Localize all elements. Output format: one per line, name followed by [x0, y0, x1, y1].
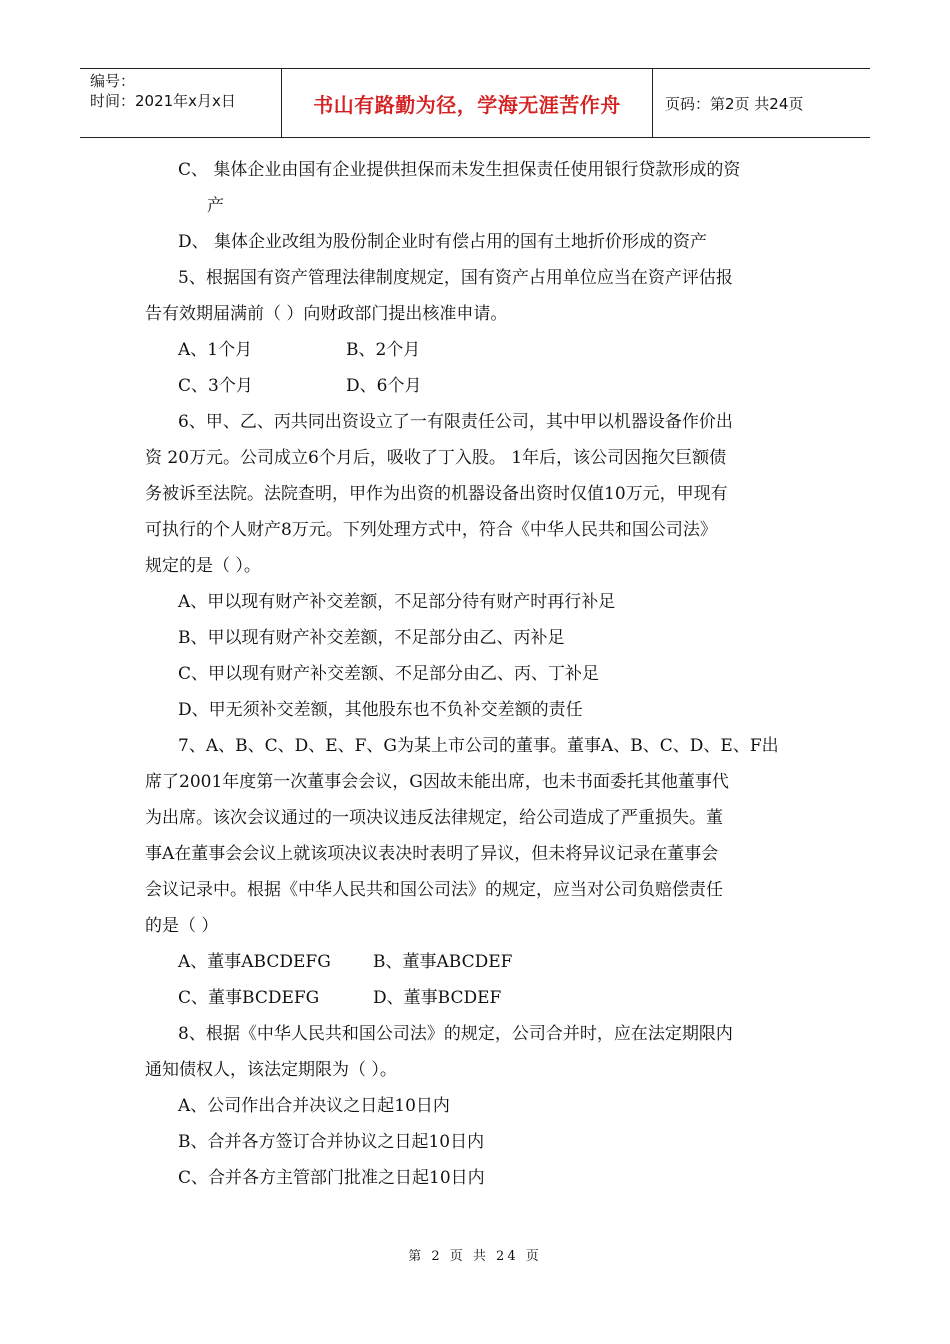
q7-option-d: D、董事BCDEF [373, 988, 502, 1008]
q7-stem-line5: 会议记录中。根据《中华人民共和国公司法》的规定，应当对公司负赔偿责任 [145, 880, 723, 900]
q6-stem-line5: 规定的是（ ）。 [145, 556, 261, 576]
q5-option-b: B、2个月 [346, 340, 421, 360]
q5-options-row1 [145, 332, 810, 368]
q5-option-d: D、6个月 [346, 376, 422, 396]
q4-option-d: D、 集体企业改组为股份制企业时有偿占用的国有土地折价形成的资产 [178, 232, 708, 252]
q5-option-c: C、3个月 [178, 376, 253, 396]
q4-option-c-line1: C、 集体企业由国有企业提供担保而未发生担保责任使用银行贷款形成的资 [178, 160, 741, 180]
q8-stem-line1: 8、根据《中华人民共和国公司法》的规定，公司合并时，应在法定期限内 [178, 1024, 733, 1044]
q6-stem-line2: 资 20万元。公司成立6个月后，吸收了丁入股。 1年后，该公司因拖欠巨额债 [145, 448, 727, 468]
q6-stem-line4: 可执行的个人财产8万元。下列处理方式中，符合《中华人民共和国公司法》 [145, 520, 717, 540]
q7-stem-line3: 为出席。该次会议通过的一项决议违反法律规定，给公司造成了严重损失。董 [145, 808, 723, 828]
header-meta [80, 69, 282, 137]
page-footer: 第 2 页 共 24 页 [408, 1249, 542, 1264]
q7-option-b: B、董事ABCDEF [373, 952, 513, 972]
q7-stem-line1: 7、A、B、C、D、E、F、G为某上市公司的董事。董事A、B、C、D、E、F出 [178, 736, 779, 756]
q7-stem-line4: 事A在董事会会议上就该项决议表决时表明了异议，但未将异议记录在董事会 [145, 844, 719, 864]
header-motto: 书山有路勤为径，学海无涯苦作舟 [282, 69, 653, 137]
q7-stem-line6: 的是（ ） [145, 916, 219, 936]
q4-option-c-line2: 产 [207, 196, 224, 216]
q5-stem-line2: 告有效期届满前（ ）向财政部门提出核准申请。 [145, 304, 508, 324]
q8-option-c: C、合并各方主管部门批准之日起10日内 [178, 1168, 485, 1188]
page-header [80, 68, 870, 138]
q6-stem-line1: 6、甲、乙、丙共同出资设立了一有限责任公司，其中甲以机器设备作价出 [178, 412, 733, 432]
q6-option-c: C、甲以现有财产补交差额、不足部分由乙、丙、丁补足 [178, 664, 600, 684]
q7-options-row2 [145, 980, 810, 1016]
q5-option-a: A、1个月 [178, 340, 253, 360]
q6-option-a: A、甲以现有财产补交差额，不足部分待有财产时再行补足 [178, 592, 616, 612]
q7-option-a: A、董事ABCDEFG [178, 952, 331, 972]
q7-options-row1 [145, 944, 810, 980]
q7-option-c: C、董事BCDEFG [178, 988, 320, 1008]
q6-option-d: D、甲无须补交差额，其他股东也不负补交差额的责任 [178, 700, 583, 720]
q5-stem-line1: 5、根据国有资产管理法律制度规定，国有资产占用单位应当在资产评估报 [178, 268, 733, 288]
q6-stem-line3: 务被诉至法院。法院查明，甲作为出资的机器设备出资时仅值10万元，甲现有 [145, 484, 728, 504]
q8-option-a: A、公司作出合并决议之日起10日内 [178, 1096, 450, 1116]
q7-stem-line2: 席了2001年度第一次董事会会议，G因故未能出席，也未书面委托其他董事代 [145, 772, 729, 792]
time-label: 时间：2021年x月x日 [90, 92, 236, 110]
q5-options-row2 [145, 368, 810, 404]
q6-option-b: B、甲以现有财产补交差额，不足部分由乙、丙补足 [178, 628, 565, 648]
q8-stem-line2: 通知债权人，该法定期限为（ ）。 [145, 1060, 397, 1080]
header-page-info: 页码：第2页 共24页 [665, 94, 804, 113]
q8-option-b: B、合并各方签订合并协议之日起10日内 [178, 1132, 485, 1152]
document-body [145, 152, 810, 1196]
number-label: 编号： [90, 72, 136, 90]
